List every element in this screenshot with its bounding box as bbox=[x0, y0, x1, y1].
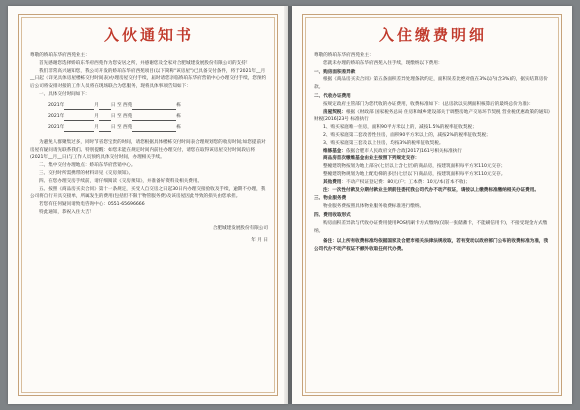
blank bbox=[99, 131, 111, 132]
paragraph: 我们非常高兴通知您，我公司开发的娇珀东华府西苑项目(以下简称"该房屋")已具备交付条件，将于2021年__月__日起（详见具体房屋楼栋交付时间表)办理房屋交付手续，届时请您亲临娇珀东华府营销中心办理交付手续，您预约后公司将安排对接的工作人员将在现场联合为您服务，现将具体事项告知如下： bbox=[30, 68, 267, 90]
page-title: 入伙通知书 bbox=[103, 26, 194, 44]
blank bbox=[64, 109, 94, 110]
line-text: 日 至 西苑 bbox=[110, 102, 133, 108]
page-title: 入住缴费明细 bbox=[378, 26, 487, 44]
paragraph: 购房面积差异款与代收办证费用使用POS机刷卡方式缴纳(仅限一张储蓄卡，不能刷信用卡)，不接受现金方式缴纳。 bbox=[314, 220, 548, 234]
list-item: 2、购买家庭第二套改善性住房，面积90平方米以上的，减按2%的税率征收契税； bbox=[323, 132, 491, 138]
intro-line: 您就未办理的娇珀东华府西苑入住手续，现缴纳以下费用： bbox=[323, 60, 443, 66]
closing-line: 特此通知，恭祝入住大吉！ bbox=[39, 209, 95, 215]
month-label: 月 bbox=[94, 102, 99, 108]
list-item: 四、在您办理交房手续前，请仔细阅读《交房须知》，并准备好资料及相关费用。 bbox=[39, 178, 203, 184]
fill-in-line bbox=[48, 124, 268, 132]
year-label: 2021年 bbox=[48, 102, 65, 108]
list-item: 三、交付时所需携带的材料详见《交房须知》。 bbox=[39, 170, 134, 176]
other-fees-text: ：不动产权证登记费：80元/户；工本费：10元/本(首本不收)； bbox=[341, 179, 471, 185]
blank bbox=[132, 109, 176, 110]
blank bbox=[132, 120, 176, 121]
right-content bbox=[314, 24, 552, 390]
month-label: 月 bbox=[94, 113, 99, 119]
month-label: 月 bbox=[94, 124, 99, 130]
paragraph: 为避免人群聚集过多，同时节省您宝贵的时间，请您根据具体楼栋交付时间表合理规划您的收房时间;如您提前对房屋有疑问请先联系我们。特别提醒：如您未能在规定时间内前往办理交付，请您在取得该房屋交付时间段后将(2021年__月__日)与工作人员预约具体交付时间，办理相关手续。 bbox=[30, 139, 266, 161]
paragraph: 按规定政府主管部门为您代收的办证费用，收费标准如下：(总房款以实测面积核算后的最终总价为准)： bbox=[323, 101, 534, 107]
section-heading: 四、费用收取形式 bbox=[314, 212, 351, 218]
other-fees-label: 其他费用 bbox=[323, 179, 342, 185]
line-tail: 栋 bbox=[176, 124, 181, 130]
paragraph: 首先感谢您选择娇珀东华府西苑作为您安居之所，并感谢您及全家对合肥城建发展股份有限公司的支持！ bbox=[39, 60, 251, 66]
blank bbox=[99, 120, 111, 121]
document-spread bbox=[8, 6, 572, 404]
section-heading: 二、代收办证费用 bbox=[314, 93, 351, 99]
fund-label: 维修基金： bbox=[323, 148, 346, 154]
company-signature: 合肥城建发展股份有限公司 bbox=[212, 225, 268, 231]
list-item: 1、购买家庭唯一住房，面积90平方米以上的，减按1.5%的税率征收契税； bbox=[323, 125, 477, 131]
deed-tax-label: 房屋契税： bbox=[323, 109, 346, 115]
fund-paragraph bbox=[314, 148, 552, 156]
line-text: 日 至 西苑 bbox=[110, 113, 133, 119]
list-item: 五、按照《商品房买卖合同》第十一条规定，买受人自交房之日起30日内办理交接验收及手续，逾期不办理，我公司将自行开具交接单，所属发生的费用(包括但不限于物管服务费)及该房屋因此导致的损失由您承担。 bbox=[30, 186, 266, 200]
list-item: 3、购买家庭第三套及以上住房，均按3%的税率征收契税。 bbox=[323, 140, 444, 146]
deed-tax-paragraph bbox=[314, 109, 552, 125]
line-tail: 栋 bbox=[176, 113, 181, 119]
year-label: 2021年 bbox=[48, 113, 65, 119]
signature-date: 年 月 日 bbox=[251, 237, 268, 243]
paragraph: 物业服务费按照具体物业服务收费标准进行缴纳。 bbox=[323, 204, 425, 210]
list-item: 一、具体交付时间如下： bbox=[39, 91, 90, 97]
salutation: 尊敬的娇珀东华府西苑业主： bbox=[30, 53, 90, 58]
contact-line: 若您有任何疑问请致电咨询中心：0551-65696666 bbox=[39, 202, 145, 208]
year-label: 2021年 bbox=[48, 124, 65, 130]
list-item: 整幢建筑物规划为地上配电梯的多层(七层以下)商品房，按建筑面积每平方米110元交存。 bbox=[323, 171, 506, 177]
list-item: 二、集中交付办理地点：娇珀东华府营销中心。 bbox=[39, 163, 136, 169]
left-content bbox=[30, 24, 268, 390]
blank bbox=[64, 120, 94, 121]
deed-tax-text: 根据《财政部 国家税务总局 住房和城乡建设部关于调整房地产交易环节契税 营业税优惠政策的通知》财税[2016]23号 标准执行 bbox=[314, 109, 551, 123]
list-item: 整幢建筑物按划为地上部分(七层以上含七层)的商品房，按建筑面积每平方米110元交存； bbox=[323, 164, 506, 170]
paragraph: 根据《商品房买卖合同》第五条面积差异处理条款约定，面积误差比绝对值在3%以内(含3%)的，据实结算房价款。 bbox=[314, 77, 548, 91]
section-heading: 三、物业服务费 bbox=[314, 196, 347, 202]
other-fees-paragraph bbox=[314, 179, 552, 187]
line-text: 日 至 西苑 bbox=[110, 124, 133, 130]
blank bbox=[132, 131, 176, 132]
fill-in-line bbox=[48, 102, 268, 110]
right-page bbox=[292, 6, 572, 404]
blank bbox=[99, 109, 111, 110]
salutation: 尊敬的娇珀东华府西苑业主： bbox=[314, 53, 374, 58]
left-page bbox=[8, 6, 288, 404]
fund-text: 依据合肥市人民政府文件合政[2017]161号相关标准执行 bbox=[345, 148, 462, 154]
blank bbox=[64, 131, 94, 132]
line-tail: 栋 bbox=[176, 102, 181, 108]
fund-subheading: 商品房首次缴维基金由业主按照下列规定交存： bbox=[323, 156, 420, 162]
final-note: 备注：以上所有收费标准均依据国家及合肥市相关法律法规收取，若有变动以政府部门公布的收费标准为准，我公司代办不动产权证不额外收取任何代办费。 bbox=[314, 239, 549, 253]
bold-note: 注：一次性付款及分期付款业主须前往委托我公司代办不动产权证，请按以上缴费标准缴纳相关办证费用。 bbox=[323, 187, 539, 193]
fill-in-line bbox=[48, 113, 268, 121]
section-heading: 一、购房面积差异款 bbox=[314, 69, 356, 75]
